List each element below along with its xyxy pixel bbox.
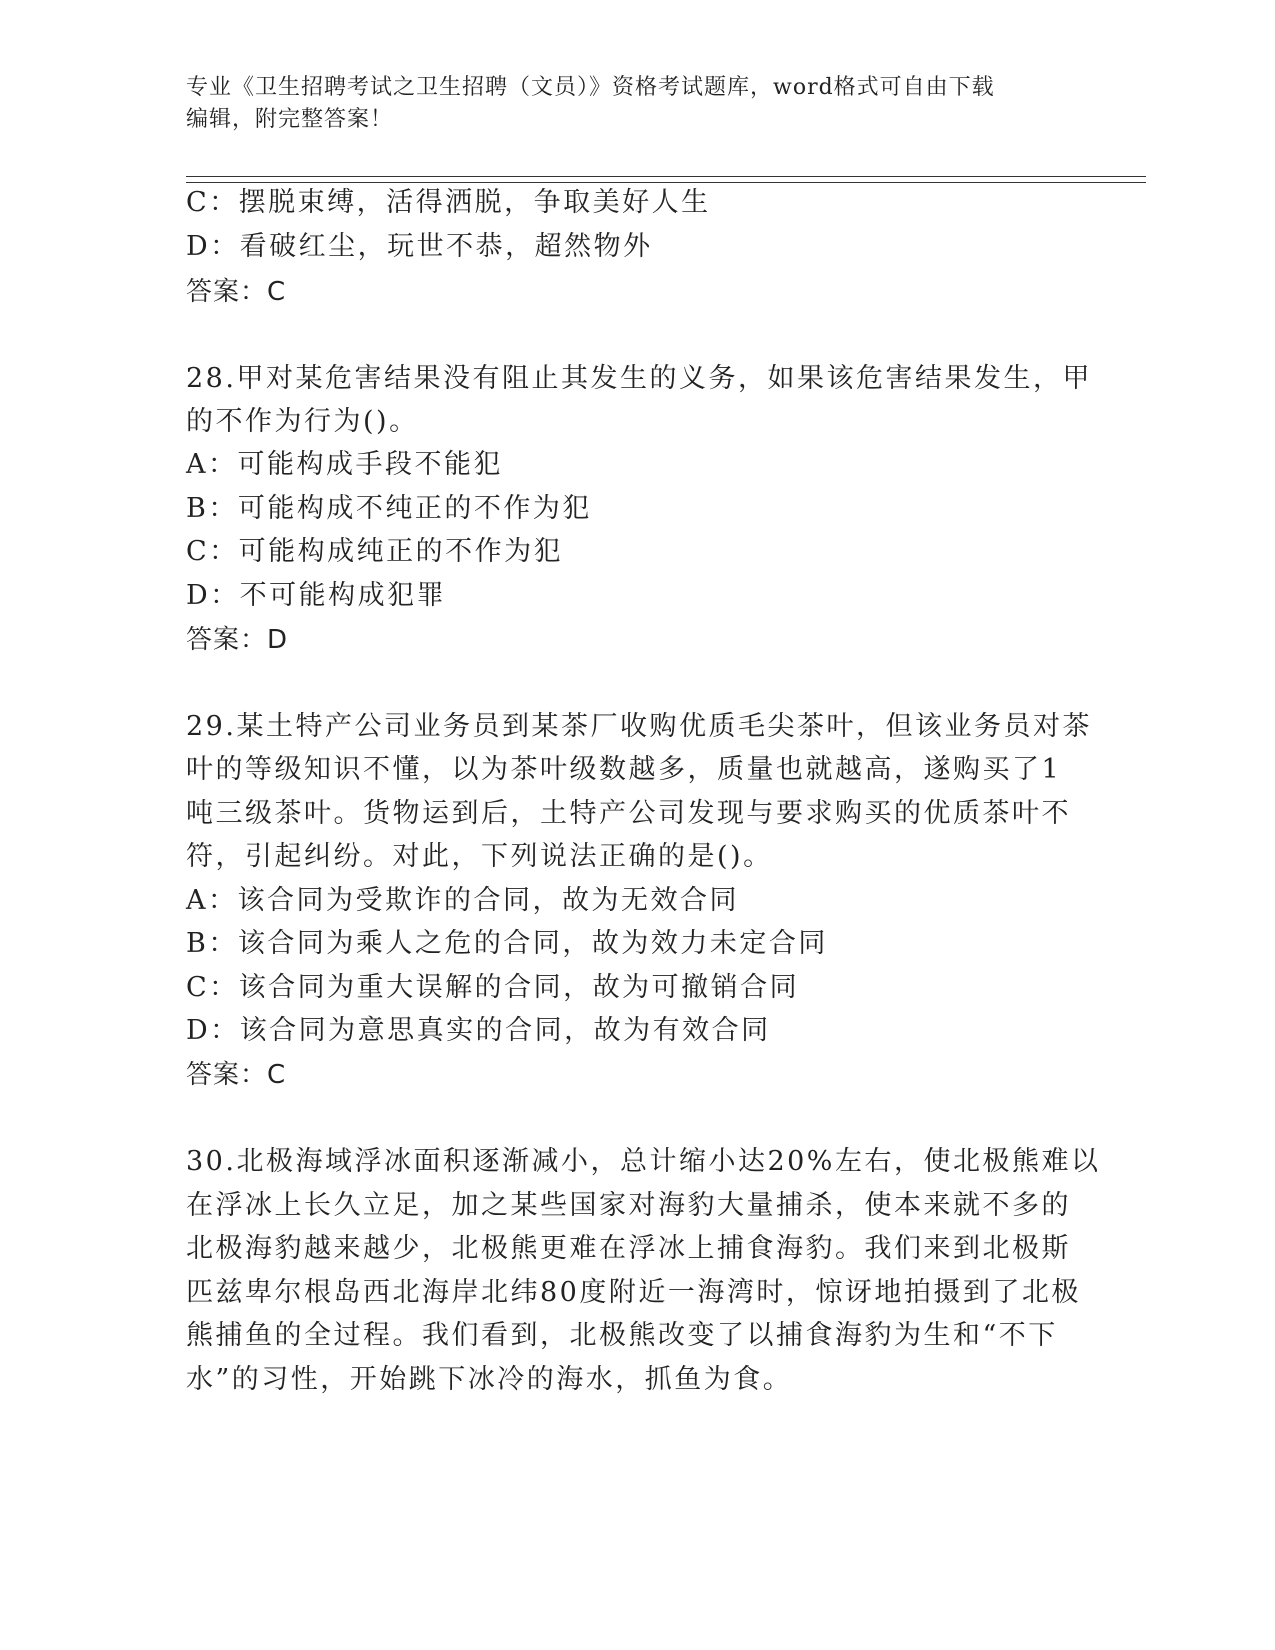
q28-option-b: B：可能构成不纯正的不作为犯: [186, 493, 592, 524]
q28-stem-line-2: 的不作为行为()。: [186, 406, 419, 437]
q30-stem-line-3: 北极海豹越来越少，北极熊更难在浮冰上捕食海豹。我们来到北极斯: [186, 1233, 1071, 1264]
q28-option-d: D：不可能构成犯罪: [186, 580, 447, 611]
document-header: [186, 72, 1086, 136]
q30-stem-line-2: 在浮冰上长久立足，加之某些国家对海豹大量捕杀，使本来就不多的: [186, 1190, 1071, 1221]
q30-stem-line-6: 水”的习性，开始跳下冰冷的海水，抓鱼为食。: [186, 1364, 793, 1395]
q29-option-a: A：该合同为受欺诈的合同，故为无效合同: [186, 885, 739, 916]
q29-option-c: C：该合同为重大误解的合同，故为可撤销合同: [186, 972, 800, 1003]
q27-option-d: D：看破红尘，玩世不恭，超然物外: [186, 231, 653, 262]
q28-stem-line-1: 28.甲对某危害结果没有阻止其发生的义务，如果该危害结果发生，甲: [186, 363, 1092, 394]
header-line-2: 编辑，附完整答案！: [186, 107, 394, 132]
q28-option-a: A：可能构成手段不能犯: [186, 449, 503, 480]
header-line-1: 专业《卫生招聘考试之卫生招聘（文员）》资格考试题库，word格式可自由下载: [186, 75, 995, 100]
q30-stem-line-4: 匹兹卑尔根岛西北海岸北纬80度附近一海湾时，惊讶地拍摄到了北极: [186, 1277, 1081, 1308]
q29-stem-line-2: 叶的等级知识不懂，以为茶叶级数越多，质量也就越高，遂购买了1: [186, 754, 1062, 785]
q27-option-c: C：摆脱束缚，活得洒脱，争取美好人生: [186, 187, 711, 218]
q29-stem-line-1: 29.某土特产公司业务员到某茶厂收购优质毛尖茶叶，但该业务员对茶: [186, 711, 1092, 742]
q28-answer: 答案：D: [186, 625, 289, 655]
header-divider-top: [186, 176, 1146, 177]
q27-answer: 答案：C: [186, 277, 287, 307]
q30-stem-line-5: 熊捕鱼的全过程。我们看到，北极熊改变了以捕食海豹为生和“不下: [186, 1320, 1058, 1351]
q29-option-b: B：该合同为乘人之危的合同，故为效力未定合同: [186, 928, 828, 959]
header-divider-bottom: [186, 182, 1146, 183]
q29-stem-line-3: 吨三级茶叶。货物运到后，土特产公司发现与要求购买的优质茶叶不: [186, 798, 1071, 829]
q28-option-c: C：可能构成纯正的不作为犯: [186, 536, 564, 567]
q29-option-d: D：该合同为意思真实的合同，故为有效合同: [186, 1015, 771, 1046]
q29-answer: 答案：C: [186, 1060, 287, 1090]
q30-stem-line-1: 30.北极海域浮冰面积逐渐减小，总计缩小达20%左右，使北极熊难以: [186, 1146, 1101, 1177]
q29-stem-line-4: 符，引起纠纷。对此，下列说法正确的是()。: [186, 841, 773, 872]
